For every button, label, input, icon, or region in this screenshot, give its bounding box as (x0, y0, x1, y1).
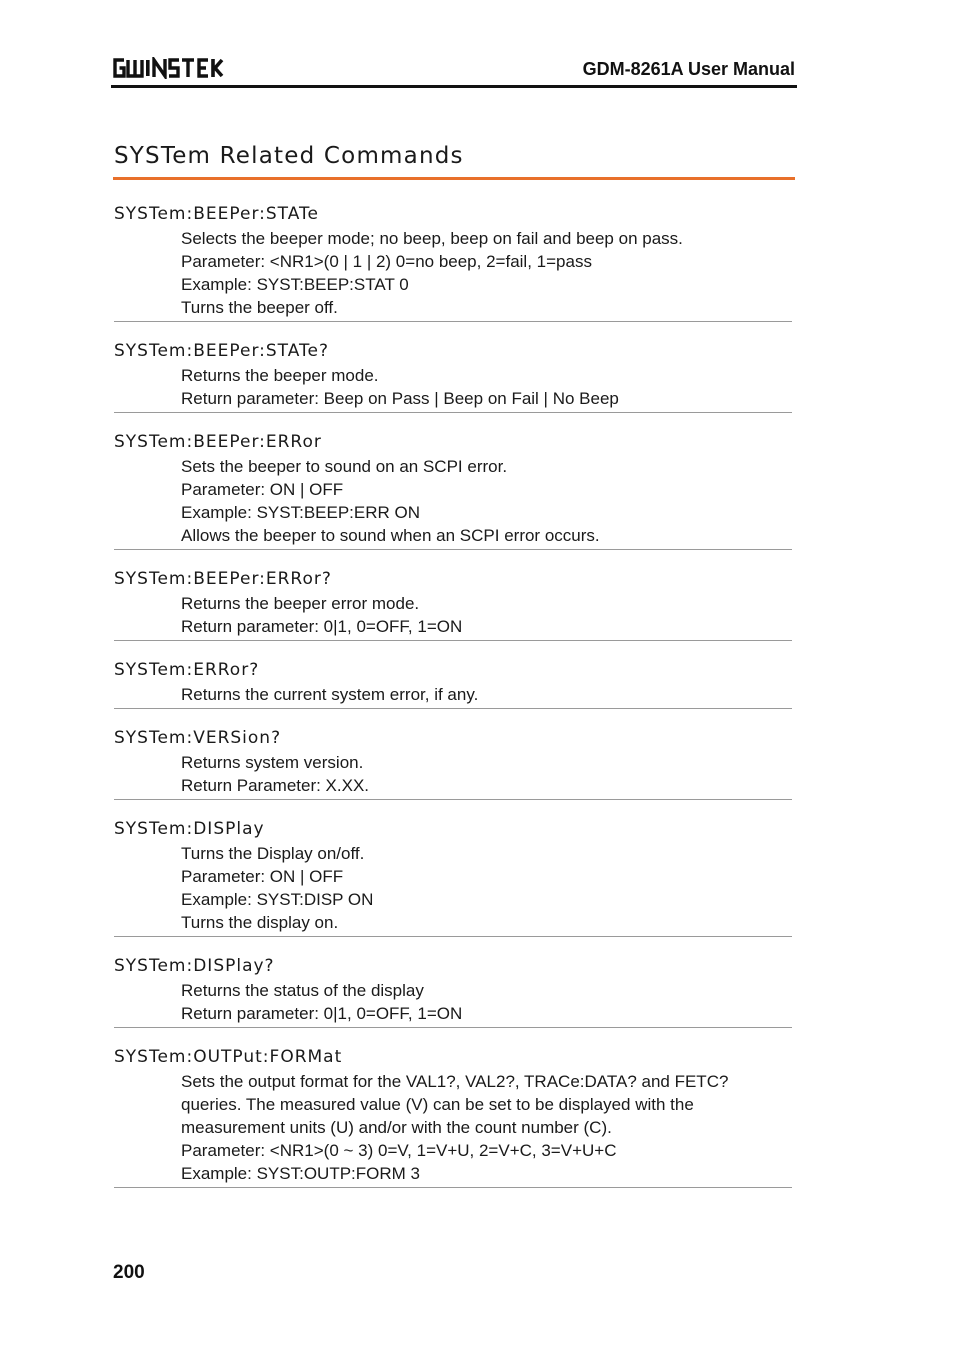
command-description-line: Return Parameter: X.XX. (181, 776, 370, 795)
command-name: SYSTem:OUTPut:FORMat (114, 1047, 343, 1067)
command-name: SYSTem:BEEPer:STATe (114, 204, 319, 224)
command-description-line: Example: SYST:DISP ON (181, 890, 374, 909)
command-description-line: Returns the beeper error mode. (181, 594, 420, 613)
command-description-line: Parameter: ON | OFF (181, 480, 344, 499)
page-number: 200 (113, 1262, 145, 1283)
command-entry (114, 659, 792, 709)
command-entry (114, 955, 792, 1028)
command-description-line: measurement units (U) and/or with the count number (C). (181, 1118, 612, 1137)
command-description-line: Turns the beeper off. (181, 298, 338, 317)
command-description-line: Turns the display on. (181, 913, 339, 932)
command-description-line: Example: SYST:OUTP:FORM 3 (181, 1164, 420, 1183)
command-entry (114, 340, 792, 413)
command-description-line: Parameter: ON | OFF (181, 867, 344, 886)
command-description-line: Selects the beeper mode; no beep, beep on fail and beep on pass. (181, 229, 683, 248)
command-description-line: Sets the beeper to sound on an SCPI error. (181, 457, 508, 476)
command-entry (114, 727, 792, 800)
command-name: SYSTem:BEEPer:ERRor? (114, 569, 332, 589)
command-description-line: Sets the output format for the VAL1?, VAL2?, TRACe:DATA? and FETC? (181, 1072, 729, 1091)
command-entry (114, 203, 792, 322)
command-description-line: Returns the status of the display (181, 981, 424, 1000)
command-name: SYSTem:VERSion? (114, 728, 282, 748)
command-description-line: Returns the current system error, if any. (181, 685, 479, 704)
command-name: SYSTem:BEEPer:ERRor (114, 432, 322, 452)
section-rule (113, 177, 795, 180)
command-description-line: Return parameter: Beep on Pass | Beep on Fail | No Beep (181, 389, 619, 408)
command-description-line: Returns system version. (181, 753, 364, 772)
command-description-line: Example: SYST:BEEP:STAT 0 (181, 275, 409, 294)
command-description-line: Parameter: <NR1>(0 | 1 | 2) 0=no beep, 2=fail, 1=pass (181, 252, 592, 271)
gw-instek-logo (112, 57, 234, 79)
command-entry (114, 431, 792, 550)
command-description-line: Parameter: <NR1>(0 ~ 3) 0=V, 1=V+U, 2=V+C, 3=V+U+C (181, 1141, 617, 1160)
command-name: SYSTem:DISPlay? (114, 956, 275, 976)
command-description-line: queries. The measured value (V) can be set to be displayed with the (181, 1095, 694, 1114)
command-name: SYSTem:BEEPer:STATe? (114, 341, 330, 361)
command-name: SYSTem:ERRor? (114, 660, 260, 680)
command-name: SYSTem:DISPlay (114, 819, 265, 839)
command-description-line: Return parameter: 0|1, 0=OFF, 1=ON (181, 617, 463, 636)
command-entry (114, 1046, 792, 1188)
command-description-line: Return parameter: 0|1, 0=OFF, 1=ON (181, 1004, 463, 1023)
header-rule (111, 85, 797, 88)
command-list (114, 203, 792, 1188)
command-entry (114, 818, 792, 937)
command-description-line: Allows the beeper to sound when an SCPI error occurs. (181, 526, 600, 545)
manual-title: GDM-8261A User Manual (582, 59, 795, 79)
command-entry (114, 568, 792, 641)
section-title: SYSTem Related Commands (114, 143, 464, 169)
command-description-line: Example: SYST:BEEP:ERR ON (181, 503, 421, 522)
command-description-line: Returns the beeper mode. (181, 366, 379, 385)
command-description-line: Turns the Display on/off. (181, 844, 365, 863)
